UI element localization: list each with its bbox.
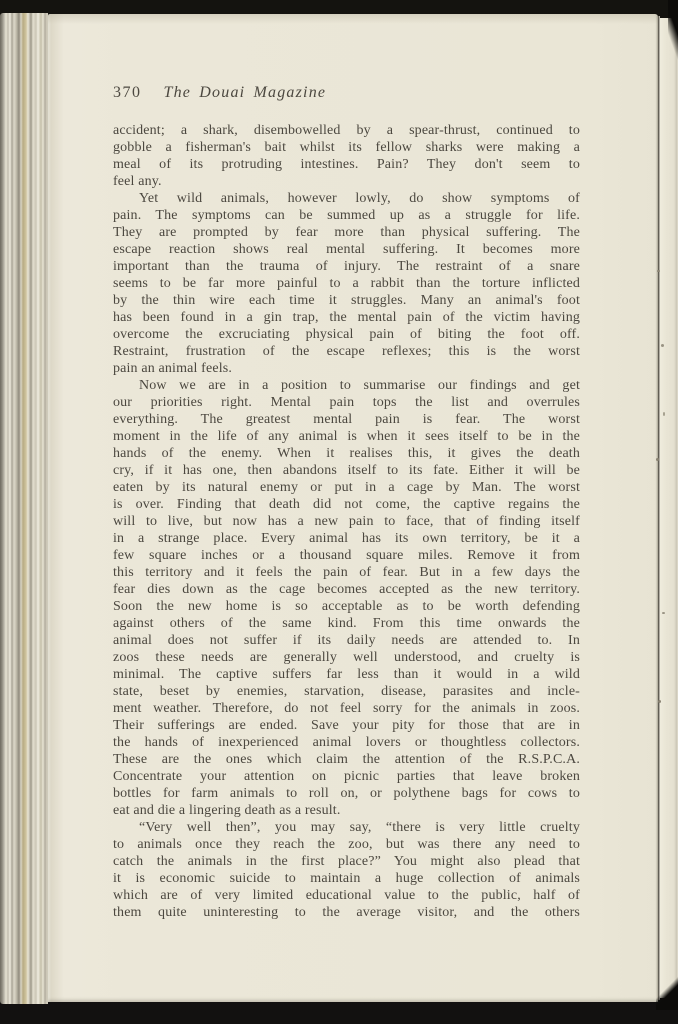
text-line: Soon the new home is so acceptable as to be worth defending	[113, 599, 580, 614]
text-line: important than the trauma of injury. The restraint of a snare	[113, 259, 580, 274]
scan-speck	[662, 612, 665, 614]
text-line: will to live, but now has a new pain to face, that of finding itself	[113, 514, 580, 529]
shadow-corner-bottom	[656, 976, 678, 1010]
text-line: Concentrate your attention on picnic parties that leave broken	[113, 769, 580, 784]
text-line: is over. Finding that death did not come, the captive regains the	[113, 497, 580, 512]
text-line: Now we are in a position to summarise our findings and get	[139, 378, 580, 393]
text-line: eat and die a lingering death as a result.	[113, 803, 341, 818]
scan-speck	[656, 458, 659, 461]
text-line: in a strange place. Every animal has its own territory, be it a	[113, 531, 580, 546]
text-line: has been found in a gin trap, the mental pain of the victim having	[113, 310, 580, 325]
paragraph	[113, 819, 580, 921]
text-line: few square inches or a thousand square miles. Remove it from	[113, 548, 580, 563]
text-line: this territory and it feels the pain of fear. But in a few days the	[113, 565, 580, 580]
text-line: overcome the excruciating physical pain of biting the foot off.	[113, 327, 580, 342]
text-line: accident; a shark, disembowelled by a spear-thrust, continued to	[113, 123, 580, 138]
text-line: fear dies down as the cage becomes accepted as the new territory.	[113, 582, 580, 597]
text-line: moment in the life of any animal is when it sees itself to be in the	[113, 429, 580, 444]
text-line: state, beset by enemies, starvation, disease, parasites and incle-	[113, 684, 580, 699]
text-line: ment weather. Therefore, do not feel sorry for the animals in zoos.	[113, 701, 580, 716]
text-line: our priorities right. Mental pain tops the list and overrules	[113, 395, 580, 410]
text-line: hands of the enemy. When it realises this, it gives the death	[113, 446, 580, 461]
scan-speck	[661, 344, 664, 347]
text-line: escape reaction shows real mental suffering. It becomes more	[113, 242, 580, 257]
text-line: catch the animals in the first place?” You might also plead that	[113, 854, 580, 869]
text-line: against others of the same kind. From this time onwards the	[113, 616, 580, 631]
text-line: gobble a fisherman's bait whilst its fellow sharks were making a	[113, 140, 580, 155]
text-line: feel any.	[113, 174, 162, 189]
text-line: seems to be far more painful to a rabbit than the torture inflicted	[113, 276, 580, 291]
text-line: meal of its protruding intestines. Pain? They don't seem to	[113, 157, 580, 172]
text-line: bottles for farm animals to roll on, or polythene bags for cows to	[113, 786, 580, 801]
text-line: They are prompted by fear more than physical suffering. The	[113, 225, 580, 240]
text-line: “Very well then”, you may say, “there is very little cruelty	[139, 820, 580, 835]
text-line: cry, if it has one, then abandons itself to its fate. Either it will be	[113, 463, 580, 478]
paragraph	[113, 377, 580, 819]
running-title: The Douai Magazine	[163, 84, 327, 101]
text-line: them quite uninteresting to the average visitor, and the others	[113, 905, 580, 920]
text-line: zoos these needs are generally well understood, and cruelty is	[113, 650, 580, 665]
page-header	[113, 84, 580, 102]
paragraph	[113, 190, 580, 377]
book-page-edges	[0, 13, 48, 1004]
text-line: Their sufferings are ended. Save your pity for those that are in	[113, 718, 580, 733]
text-line: These are the ones which claim the attention of the R.S.P.C.A.	[113, 752, 580, 767]
shadow-corner-top	[668, 0, 678, 60]
facing-page-edge	[660, 18, 678, 998]
text-line: Restraint, frustration of the escape reflexes; this is the worst	[113, 344, 580, 359]
text-line: to animals once they reach the zoo, but was there any need to	[113, 837, 580, 852]
paragraph	[113, 122, 580, 190]
page-body	[113, 122, 580, 921]
text-line: Yet wild animals, however lowly, do show symptoms of	[139, 191, 580, 206]
scan-speck	[663, 412, 665, 416]
text-line: by the thin wire each time it struggles. Many an animal's foot	[113, 293, 580, 308]
scan-speck	[658, 700, 661, 703]
text-line: minimal. The captive suffers far less than it would in a wild	[113, 667, 580, 682]
text-line: eaten by its natural enemy or put in a cage by Man. The worst	[113, 480, 580, 495]
text-line: pain an animal feels.	[113, 361, 232, 376]
text-line: everything. The greatest mental pain is fear. The worst	[113, 412, 580, 427]
text-line: which are of very limited educational value to the public, half of	[113, 888, 580, 903]
magazine-page	[48, 14, 658, 1002]
page-number: 370	[113, 84, 142, 101]
text-line: pain. The symptoms can be summed up as a struggle for life.	[113, 208, 580, 223]
scan-speck	[657, 270, 660, 272]
text-line: animal does not suffer if its daily needs are attended to. In	[113, 633, 580, 648]
text-line: it is economic suicide to maintain a huge collection of animals	[113, 871, 580, 886]
text-line: the hands of inexperienced animal lovers or thoughtless collectors.	[113, 735, 580, 750]
